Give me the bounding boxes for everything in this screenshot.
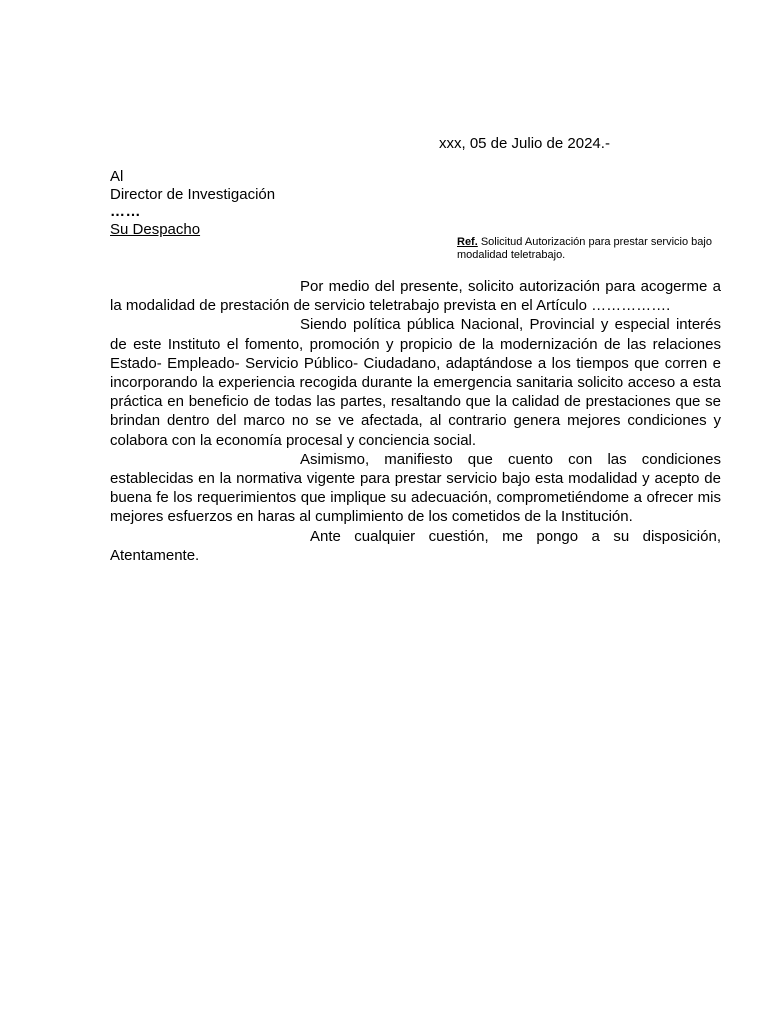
body-paragraph-request: Por medio del presente, solicito autorización para acogerme a la modalidad de prestación de servicio teletrabajo prevista en el Artículo ……………. bbox=[110, 278, 721, 315]
letter-date: xxx, 05 de Julio de 2024.- bbox=[439, 135, 610, 152]
recipient-name-placeholder: …… bbox=[110, 203, 141, 220]
body-paragraph-commitment: Asimismo, manifiesto que cuento con las condiciones establecidas en la normativa vigente para prestar servicio bajo esta modalidad y acepto de buena fe los requerimientos que implique su adecuación, comprometiéndome a ofrecer mis mejores esfuerzos en haras al cumplimiento de los cometidos de la Institución. bbox=[110, 450, 721, 526]
reference-text: Solicitud Autorización para prestar servicio bajo modalidad teletrabajo. bbox=[457, 236, 712, 261]
recipient-title: Director de Investigación bbox=[110, 185, 276, 203]
reference-block bbox=[457, 236, 727, 261]
signoff: Atentamente. bbox=[110, 546, 200, 564]
body-paragraph-justification: Siendo política pública Nacional, Provincial y especial interés de este Instituto el fomento, promoción y propicio de la modernización de las relaciones Estado- Empleado- Servicio Público- Ciudadano, adaptándose a los tiempos que corren e incorporando la experiencia recogida durante la emergencia sanitaria solicito acceso a esta práctica en beneficio de todas las partes, resaltando que la calidad de prestaciones que se brindan dentro del marco no se ve afectada, al contrario genera mejores condiciones y colabora con la economía procesal y conciencia social. bbox=[110, 316, 721, 449]
letter-body bbox=[110, 277, 721, 565]
closing-line: Ante cualquier cuestión, me pongo a su disposición, bbox=[310, 527, 721, 545]
recipient-office: Su Despacho bbox=[110, 220, 201, 238]
reference-label: Ref. bbox=[457, 236, 478, 248]
recipient-block bbox=[110, 168, 275, 238]
recipient-salutation: Al bbox=[110, 168, 124, 185]
